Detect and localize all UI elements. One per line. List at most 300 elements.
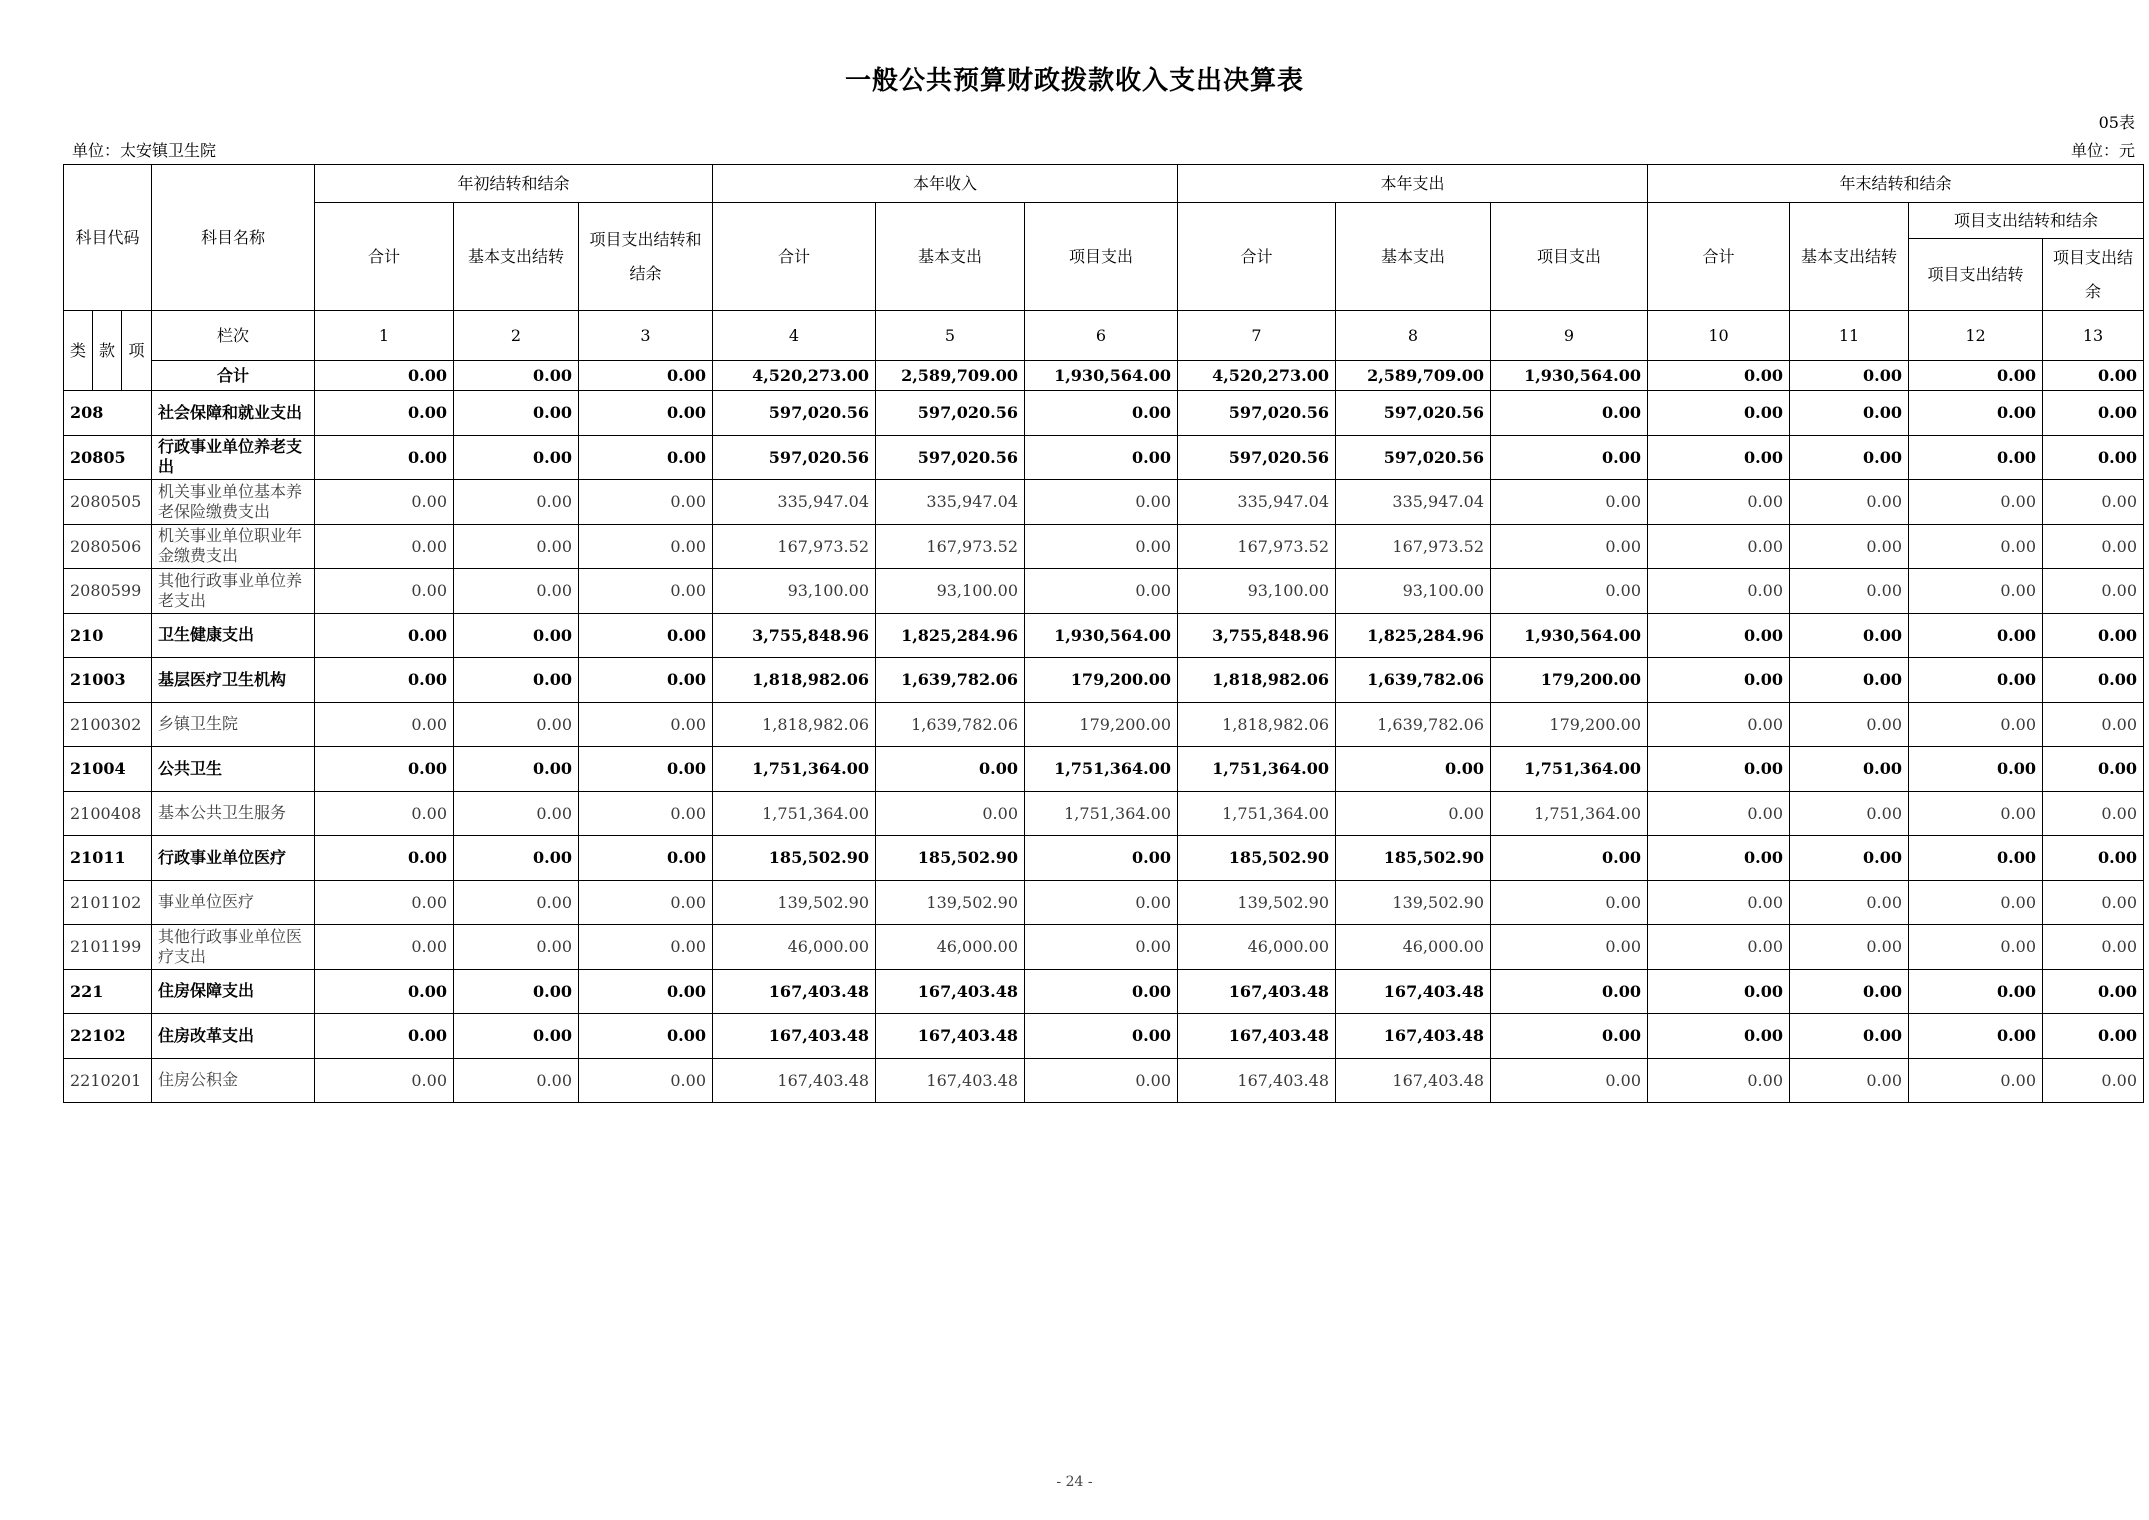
amount-cell: 0.00 [1909,880,2043,925]
amount-cell: 0.00 [1648,1014,1790,1059]
amount-cell: 0.00 [1648,391,1790,436]
subject-code: 2101102 [64,880,152,925]
subject-name: 住房改革支出 [152,1014,315,1059]
subject-code: 22102 [64,1014,152,1059]
amount-cell: 0.00 [1909,391,2043,436]
amount-cell: 0.00 [579,480,713,525]
amount-cell: 167,403.48 [876,1058,1025,1103]
amount-cell: 0.00 [1648,480,1790,525]
amount-cell: 0.00 [2043,925,2144,970]
amount-cell: 0.00 [1790,969,1909,1014]
amount-cell: 0.00 [1790,925,1909,970]
subject-code: 2210201 [64,1058,152,1103]
col-no-13: 13 [2043,311,2144,361]
col-no-7: 7 [1178,311,1336,361]
amount-cell: 3,755,848.96 [1178,613,1336,658]
currency-unit: 单位：元 [2070,141,2135,160]
amount-cell: 1,639,782.06 [1336,658,1491,703]
table-row [64,1014,2144,1059]
amount-cell: 0.00 [1491,1058,1648,1103]
subject-name: 事业单位医疗 [152,880,315,925]
amount-cell: 597,020.56 [876,391,1025,436]
amount-cell: 0.00 [2043,702,2144,747]
amount-cell: 0.00 [579,569,713,614]
amount-cell: 0.00 [1648,524,1790,569]
subject-name: 行政事业单位养老支出 [152,435,315,480]
amount-cell: 0.00 [1790,524,1909,569]
subject-name: 住房公积金 [152,1058,315,1103]
amount-cell: 0.00 [579,435,713,480]
amount-cell: 0.00 [1025,880,1178,925]
amount-cell: 1,751,364.00 [1178,747,1336,792]
table-row [64,925,2144,970]
table-row [64,969,2144,1014]
amount-cell: 0.00 [1909,480,2043,525]
total-cell: 1,930,564.00 [1491,361,1648,391]
amount-cell: 597,020.56 [876,435,1025,480]
amount-cell: 0.00 [1790,658,1909,703]
amount-cell: 93,100.00 [876,569,1025,614]
amount-cell: 335,947.04 [876,480,1025,525]
amount-cell: 0.00 [454,791,579,836]
amount-cell: 0.00 [579,524,713,569]
total-cell: 0.00 [1648,361,1790,391]
amount-cell: 0.00 [315,702,454,747]
amount-cell: 0.00 [1909,925,2043,970]
amount-cell: 0.00 [1025,391,1178,436]
amount-cell: 179,200.00 [1025,702,1178,747]
amount-cell: 1,825,284.96 [876,613,1025,658]
col-no-3: 3 [579,311,713,361]
amount-cell: 0.00 [1648,1058,1790,1103]
col-no-6: 6 [1025,311,1178,361]
amount-cell: 0.00 [579,880,713,925]
amount-cell: 0.00 [1790,702,1909,747]
subject-name: 其他行政事业单位养老支出 [152,569,315,614]
amount-cell: 1,818,982.06 [713,702,876,747]
total-cell: 4,520,273.00 [713,361,876,391]
subject-code: 2080505 [64,480,152,525]
table-row [64,836,2144,881]
subject-name: 乡镇卫生院 [152,702,315,747]
amount-cell: 0.00 [1025,925,1178,970]
subject-code: 21011 [64,836,152,881]
amount-cell: 1,639,782.06 [1336,702,1491,747]
amount-cell: 93,100.00 [1336,569,1491,614]
amount-cell: 597,020.56 [1336,391,1491,436]
amount-cell: 167,973.52 [876,524,1025,569]
amount-cell: 179,200.00 [1491,702,1648,747]
amount-cell: 1,818,982.06 [1178,658,1336,703]
amount-cell: 167,403.48 [713,969,876,1014]
amount-cell: 0.00 [1491,880,1648,925]
amount-cell: 0.00 [876,791,1025,836]
amount-cell: 0.00 [454,1014,579,1059]
amount-cell: 0.00 [579,702,713,747]
amount-cell: 0.00 [1909,569,2043,614]
amount-cell: 0.00 [2043,880,2144,925]
amount-cell: 185,502.90 [876,836,1025,881]
amount-cell: 0.00 [454,1058,579,1103]
amount-cell: 0.00 [1025,1058,1178,1103]
amount-cell: 1,751,364.00 [713,747,876,792]
table-row [64,791,2144,836]
amount-cell: 0.00 [1491,524,1648,569]
col-no-9: 9 [1491,311,1648,361]
amount-cell: 46,000.00 [1336,925,1491,970]
page-title: 一般公共预算财政拨款收入支出决算表 [844,66,1304,96]
total-cell: 0.00 [579,361,713,391]
subject-code: 2100302 [64,702,152,747]
amount-cell: 0.00 [1491,969,1648,1014]
total-cell: 0.00 [454,361,579,391]
amount-cell: 0.00 [315,925,454,970]
amount-cell: 185,502.90 [1178,836,1336,881]
amount-cell: 0.00 [579,1014,713,1059]
amount-cell: 139,502.90 [713,880,876,925]
amount-cell: 0.00 [454,524,579,569]
amount-cell: 0.00 [1491,435,1648,480]
table-row [64,747,2144,792]
amount-cell: 0.00 [1648,791,1790,836]
amount-cell: 0.00 [1790,391,1909,436]
subject-name: 基本公共卫生服务 [152,791,315,836]
amount-cell: 0.00 [579,925,713,970]
amount-cell: 0.00 [1648,747,1790,792]
amount-cell: 0.00 [579,791,713,836]
amount-cell: 0.00 [579,836,713,881]
amount-cell: 0.00 [1491,480,1648,525]
amount-cell: 0.00 [315,613,454,658]
amount-cell: 0.00 [579,391,713,436]
amount-cell: 0.00 [1025,569,1178,614]
amount-cell: 0.00 [454,969,579,1014]
amount-cell: 0.00 [1909,1014,2043,1059]
reporting-unit: 单位：太安镇卫生院 [72,141,217,160]
header-g2-project: 项目支出 [1025,203,1178,311]
header-closing-balance: 年末结转和结余 [1648,165,2144,203]
table-row [64,569,2144,614]
amount-cell: 0.00 [2043,391,2144,436]
col-no-10: 10 [1648,311,1790,361]
total-cell: 1,930,564.00 [1025,361,1178,391]
header-name: 科目名称 [152,165,315,311]
header-opening-balance: 年初结转和结余 [315,165,713,203]
amount-cell: 0.00 [454,747,579,792]
header-g2-basic: 基本支出 [876,203,1025,311]
amount-cell: 0.00 [1909,791,2043,836]
total-cell: 0.00 [1909,361,2043,391]
amount-cell: 0.00 [1648,613,1790,658]
amount-cell: 167,403.48 [1178,1058,1336,1103]
amount-cell: 1,930,564.00 [1491,613,1648,658]
subject-name: 住房保障支出 [152,969,315,1014]
amount-cell: 0.00 [454,613,579,658]
amount-cell: 167,403.48 [1336,969,1491,1014]
total-cell: 2,589,709.00 [1336,361,1491,391]
amount-cell: 0.00 [579,747,713,792]
header-xiang: 项 [122,311,152,391]
amount-cell: 0.00 [2043,569,2144,614]
amount-cell: 0.00 [454,702,579,747]
amount-cell: 0.00 [579,658,713,703]
subject-name: 机关事业单位职业年金缴费支出 [152,524,315,569]
amount-cell: 0.00 [1491,569,1648,614]
table-row [64,435,2144,480]
amount-cell: 0.00 [315,747,454,792]
subject-code: 221 [64,969,152,1014]
amount-cell: 1,825,284.96 [1336,613,1491,658]
amount-cell: 0.00 [1909,969,2043,1014]
amount-cell: 0.00 [2043,435,2144,480]
amount-cell: 167,403.48 [1336,1058,1491,1103]
amount-cell: 167,403.48 [876,1014,1025,1059]
amount-cell: 0.00 [1790,747,1909,792]
amount-cell: 0.00 [1790,880,1909,925]
amount-cell: 167,403.48 [876,969,1025,1014]
amount-cell: 0.00 [1648,658,1790,703]
amount-cell: 1,930,564.00 [1025,613,1178,658]
amount-cell: 0.00 [1648,569,1790,614]
amount-cell: 0.00 [1025,969,1178,1014]
amount-cell: 0.00 [2043,969,2144,1014]
amount-cell: 1,751,364.00 [1491,747,1648,792]
amount-cell: 0.00 [1790,836,1909,881]
amount-cell: 0.00 [1909,747,2043,792]
amount-cell: 46,000.00 [1178,925,1336,970]
amount-cell: 0.00 [454,925,579,970]
amount-cell: 0.00 [1025,524,1178,569]
col-no-2: 2 [454,311,579,361]
table-row [64,702,2144,747]
amount-cell: 46,000.00 [713,925,876,970]
table-row [64,1058,2144,1103]
amount-cell: 0.00 [315,480,454,525]
amount-cell: 0.00 [579,969,713,1014]
subject-name: 机关事业单位基本养老保险缴费支出 [152,480,315,525]
header-g3-basic: 基本支出 [1336,203,1491,311]
amount-cell: 0.00 [315,969,454,1014]
table-row [64,613,2144,658]
amount-cell: 167,403.48 [713,1058,876,1103]
amount-cell: 0.00 [2043,480,2144,525]
amount-cell: 0.00 [454,880,579,925]
budget-table [63,164,2144,1103]
amount-cell: 1,751,364.00 [1178,791,1336,836]
col-no-4: 4 [713,311,876,361]
table-row [64,480,2144,525]
total-label: 合计 [152,361,315,391]
header-g4-proj-surplus: 项目支出结余 [2043,239,2144,311]
amount-cell: 0.00 [2043,524,2144,569]
amount-cell: 0.00 [1025,435,1178,480]
amount-cell: 0.00 [315,524,454,569]
amount-cell: 0.00 [1491,836,1648,881]
subject-code: 2101199 [64,925,152,970]
amount-cell: 0.00 [315,836,454,881]
amount-cell: 0.00 [315,791,454,836]
amount-cell: 0.00 [1909,435,2043,480]
amount-cell: 0.00 [1648,880,1790,925]
amount-cell: 1,751,364.00 [713,791,876,836]
amount-cell: 0.00 [2043,1014,2144,1059]
amount-cell: 0.00 [1790,435,1909,480]
subject-name: 行政事业单位医疗 [152,836,315,881]
subject-code: 210 [64,613,152,658]
amount-cell: 167,403.48 [1336,1014,1491,1059]
header-g2-total: 合计 [713,203,876,311]
amount-cell: 0.00 [1648,925,1790,970]
amount-cell: 0.00 [1790,791,1909,836]
amount-cell: 0.00 [1790,613,1909,658]
amount-cell: 167,973.52 [713,524,876,569]
amount-cell: 1,751,364.00 [1025,791,1178,836]
header-g4-total: 合计 [1648,203,1790,311]
amount-cell: 0.00 [1491,925,1648,970]
table-row [64,391,2144,436]
amount-cell: 0.00 [454,569,579,614]
amount-cell: 0.00 [1909,658,2043,703]
header-current-expenditure: 本年支出 [1178,165,1648,203]
amount-cell: 167,973.52 [1336,524,1491,569]
amount-cell: 0.00 [1491,391,1648,436]
amount-cell: 0.00 [454,658,579,703]
amount-cell: 0.00 [315,658,454,703]
subject-code: 2100408 [64,791,152,836]
form-number: 05表 [2098,113,2135,132]
amount-cell: 597,020.56 [713,391,876,436]
amount-cell: 139,502.90 [876,880,1025,925]
header-column-no: 栏次 [152,311,315,361]
amount-cell: 1,639,782.06 [876,702,1025,747]
amount-cell: 0.00 [1909,524,2043,569]
subject-code: 21004 [64,747,152,792]
amount-cell: 0.00 [2043,1058,2144,1103]
amount-cell: 1,751,364.00 [1025,747,1178,792]
amount-cell: 46,000.00 [876,925,1025,970]
amount-cell: 335,947.04 [1178,480,1336,525]
subject-code: 208 [64,391,152,436]
amount-cell: 0.00 [2043,791,2144,836]
amount-cell: 139,502.90 [1336,880,1491,925]
amount-cell: 0.00 [1336,747,1491,792]
amount-cell: 1,751,364.00 [1491,791,1648,836]
amount-cell: 0.00 [1790,1014,1909,1059]
amount-cell: 0.00 [1025,1014,1178,1059]
subject-code: 2080506 [64,524,152,569]
amount-cell: 0.00 [1648,435,1790,480]
total-cell: 0.00 [1790,361,1909,391]
amount-cell: 597,020.56 [713,435,876,480]
total-cell: 0.00 [315,361,454,391]
subject-code: 20805 [64,435,152,480]
total-row [64,361,2144,391]
amount-cell: 0.00 [2043,658,2144,703]
amount-cell: 0.00 [2043,747,2144,792]
amount-cell: 0.00 [315,391,454,436]
amount-cell: 0.00 [1648,969,1790,1014]
col-no-12: 12 [1909,311,2043,361]
amount-cell: 0.00 [315,569,454,614]
header-g3-total: 合计 [1178,203,1336,311]
amount-cell: 0.00 [1491,1014,1648,1059]
amount-cell: 0.00 [315,1058,454,1103]
amount-cell: 3,755,848.96 [713,613,876,658]
amount-cell: 0.00 [2043,613,2144,658]
col-no-11: 11 [1790,311,1909,361]
subject-code: 2080599 [64,569,152,614]
header-code: 科目代码 [64,165,152,311]
amount-cell: 0.00 [1790,480,1909,525]
header-g1-basic-carry: 基本支出结转 [454,203,579,311]
amount-cell: 0.00 [579,1058,713,1103]
amount-cell: 1,639,782.06 [876,658,1025,703]
amount-cell: 93,100.00 [713,569,876,614]
header-kuan: 款 [93,311,122,391]
amount-cell: 167,403.48 [713,1014,876,1059]
amount-cell: 185,502.90 [1336,836,1491,881]
amount-cell: 0.00 [1648,702,1790,747]
amount-cell: 167,973.52 [1178,524,1336,569]
amount-cell: 167,403.48 [1178,1014,1336,1059]
table-row [64,524,2144,569]
amount-cell: 0.00 [315,435,454,480]
amount-cell: 1,818,982.06 [1178,702,1336,747]
subject-name: 其他行政事业单位医疗支出 [152,925,315,970]
amount-cell: 0.00 [2043,836,2144,881]
header-g4-basic-carry: 基本支出结转 [1790,203,1909,311]
amount-cell: 0.00 [315,880,454,925]
header-g4-proj-carry: 项目支出结转 [1909,239,2043,311]
table-row [64,658,2144,703]
subject-code: 21003 [64,658,152,703]
amount-cell: 0.00 [1025,480,1178,525]
amount-cell: 0.00 [1909,702,2043,747]
amount-cell: 179,200.00 [1025,658,1178,703]
header-g3-project: 项目支出 [1491,203,1648,311]
amount-cell: 597,020.56 [1178,435,1336,480]
subject-name: 社会保障和就业支出 [152,391,315,436]
amount-cell: 597,020.56 [1336,435,1491,480]
amount-cell: 0.00 [315,1014,454,1059]
subject-name: 公共卫生 [152,747,315,792]
page-number: - 24 - [1056,1474,1093,1490]
amount-cell: 0.00 [579,613,713,658]
amount-cell: 0.00 [1909,836,2043,881]
col-no-1: 1 [315,311,454,361]
amount-cell: 0.00 [454,480,579,525]
amount-cell: 1,818,982.06 [713,658,876,703]
amount-cell: 597,020.56 [1178,391,1336,436]
amount-cell: 335,947.04 [713,480,876,525]
header-g1-proj-carry-surplus: 项目支出结转和结余 [579,203,713,311]
amount-cell: 0.00 [1336,791,1491,836]
amount-cell: 0.00 [454,836,579,881]
header-current-income: 本年收入 [713,165,1178,203]
header-lei: 类 [64,311,93,391]
table-row [64,880,2144,925]
total-cell: 0.00 [2043,361,2144,391]
amount-cell: 0.00 [1025,836,1178,881]
amount-cell: 0.00 [454,391,579,436]
amount-cell: 0.00 [1909,613,2043,658]
total-cell: 4,520,273.00 [1178,361,1336,391]
amount-cell: 335,947.04 [1336,480,1491,525]
amount-cell: 0.00 [1790,569,1909,614]
amount-cell: 0.00 [1909,1058,2043,1103]
subject-name: 基层医疗卫生机构 [152,658,315,703]
col-no-5: 5 [876,311,1025,361]
